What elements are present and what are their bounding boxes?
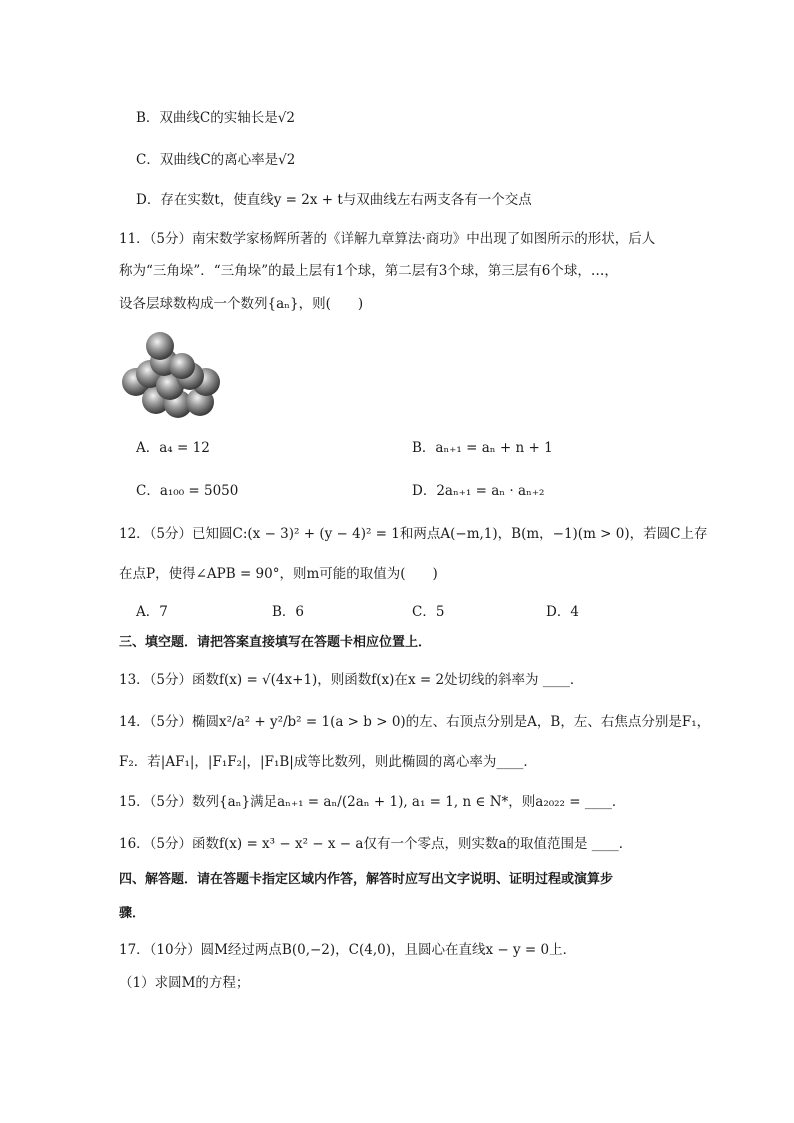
- question-12-line2: 在点P，使得∠APB = 90°，则m可能的取值为( ): [119, 566, 438, 582]
- option-10-c: C．双曲线C的离心率是√2: [136, 152, 296, 168]
- option-11-a: A．a₄ = 12: [136, 440, 210, 456]
- section-4-heading-line1: 四、解答题．请在答题卡指定区域内作答，解答时应写出文字说明、证明过程或演算步: [119, 872, 614, 887]
- question-17-part1: （1）求圆M的方程；: [119, 975, 250, 991]
- question-14-line2: F₂．若|AF₁|，|F₁F₂|，|F₁B|成等比数列，则此椭圆的离心率为____．: [119, 754, 537, 770]
- section-3-heading: 三、填空题．请把答案直接填写在答题卡相应位置上．: [119, 635, 432, 650]
- triangular-pile-figure: [120, 330, 220, 422]
- question-15: 15．（5分）数列{aₙ}满足aₙ₊₁ = aₙ/(2aₙ + 1), a₁ = 1, n ∈ N*，则a₂₀₂₂ = ____．: [119, 794, 626, 810]
- option-12-a: A．7: [136, 604, 168, 620]
- option-11-d: D．2aₙ₊₁ = aₙ · aₙ₊₂: [412, 483, 545, 499]
- question-11-line3: 设各层球数构成一个数列{aₙ}，则( ): [119, 296, 364, 312]
- option-10-b: B．双曲线C的实轴长是√2: [136, 110, 295, 126]
- question-12-line1: 12．（5分）已知圆C:(x − 3)² + (y − 4)² = 1和两点A(−m,1)，B(m，−1)(m > 0)，若圆C上存: [119, 526, 708, 542]
- question-16: 16．（5分）函数f(x) = x³ − x² − x − a仅有一个零点，则实数a的取值范围是 ____．: [119, 836, 633, 852]
- option-11-b: B．aₙ₊₁ = aₙ + n + 1: [412, 440, 553, 456]
- question-11-line1: 11．（5分）南宋数学家杨辉所著的《详解九章算法·商功》中出现了如图所示的形状，后人: [119, 231, 656, 247]
- section-4-heading-line2: 骤．: [119, 906, 146, 921]
- option-10-d: D．存在实数t，使直线y = 2x + t与双曲线左右两支各有一个交点: [136, 192, 532, 208]
- option-11-c: C．a₁₀₀ = 5050: [136, 483, 239, 499]
- option-12-c: C．5: [412, 604, 445, 620]
- question-11-line2: 称为“三角垛”．“三角垛”的最上层有1个球，第二层有3个球，第三层有6个球，…，: [119, 263, 618, 279]
- question-17: 17．（10分）圆M经过两点B(0,−2)，C(4,0)，且圆心在直线x − y = 0上．: [119, 942, 577, 958]
- option-12-b: B．6: [272, 604, 305, 620]
- question-13: 13．（5分）函数f(x) = √(4x+1)，则函数f(x)在x = 2处切线的斜率为 ____．: [119, 672, 584, 688]
- question-14-line1: 14．（5分）椭圆x²/a² + y²/b² = 1(a > b > 0)的左、右顶点分别是A，B，左、右焦点分别是F₁，: [119, 714, 711, 730]
- option-12-d: D．4: [546, 604, 579, 620]
